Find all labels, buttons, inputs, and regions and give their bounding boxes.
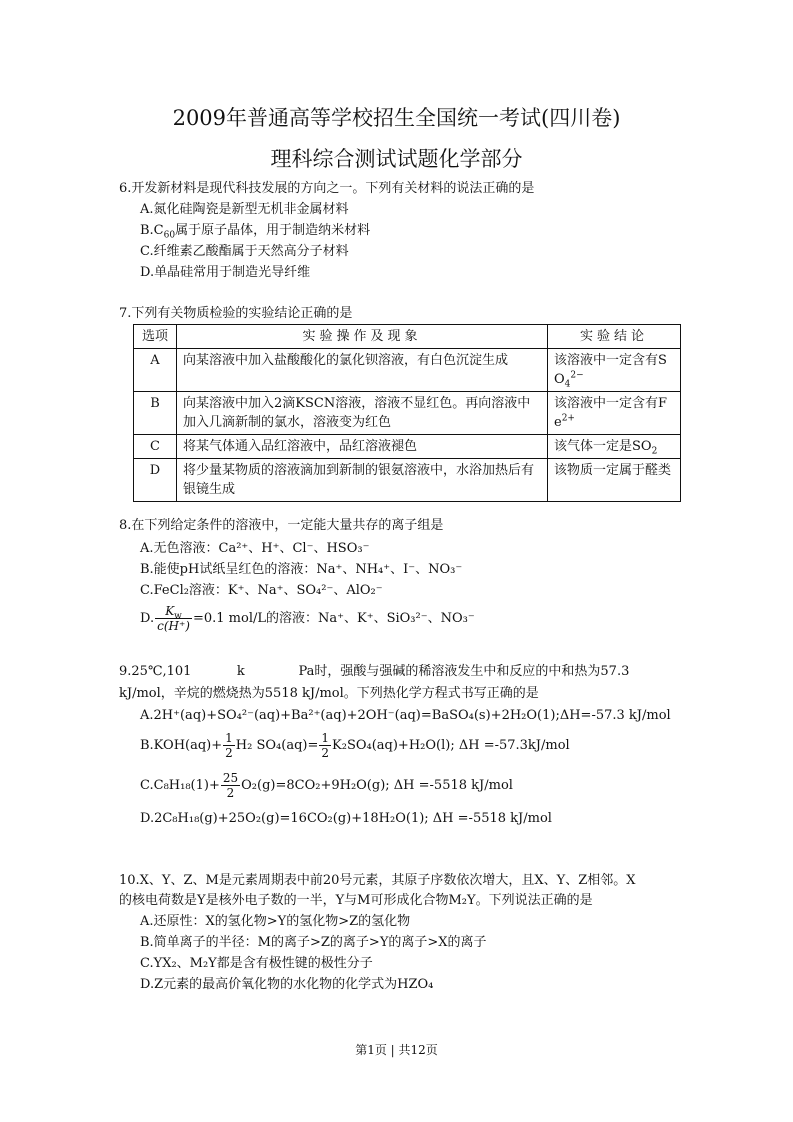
- row-conclusion: 该溶液中一定含有F $e^{2+}$: [548, 392, 681, 435]
- q10-option-d: D.Z元素的最高价氧化物的水化物的化学式为HZO₄: [140, 977, 434, 992]
- table-row: [134, 392, 681, 435]
- q6-option-d: D.单晶硅常用于制造光导纤维: [140, 265, 311, 280]
- header-conclusion: 实验结论: [548, 325, 681, 349]
- header-operation: 实验操作及现象: [177, 325, 548, 349]
- kw-fraction: $\frac{K_w}{c(H^+)}$: [157, 604, 190, 633]
- q9-option-a: A.2H⁺(aq)+SO₄²⁻(aq)+Ba²⁺(aq)+2OH⁻(aq)=BaSO₄(s)+2H₂O(1);ΔH=-57.3 kJ/mol: [140, 708, 671, 723]
- q7-stem: 7.下列有关物质检验的实验结论正确的是: [119, 306, 353, 321]
- row-option: B: [134, 392, 177, 435]
- document-subtitle: 理科综合测试试题化学部分: [270, 147, 523, 171]
- table-row: [134, 459, 681, 502]
- q10-stem-line1: 10.X、Y、Z、M是元素周期表中前20号元素，其原子序数依次增大，且X、Y、Z相邻。X: [119, 873, 636, 888]
- q6-option-c: C.纤维素乙酸酯属于天然高分子材料: [140, 244, 349, 259]
- row-option: D: [134, 459, 177, 502]
- q10-option-c: C.YX₂、M₂Y都是含有极性键的极性分子: [140, 956, 373, 971]
- row-option: A: [134, 349, 177, 392]
- page-footer: 第1页 | 共12页: [355, 1043, 438, 1057]
- document-title: 2009年普通高等学校招生全国统一考试(四川卷): [172, 106, 621, 130]
- row-operation: 将某气体通入品红溶液中，品红溶液褪色: [177, 435, 548, 459]
- q9-option-c: C.C₈H₁₈(1)+ $\frac{25}{2}$ O₂(g)=8CO₂+9H₂O(g); ΔH =-5518 kJ/mol: [140, 771, 513, 800]
- q8-option-d: D. $\frac{K_w}{c(H^+)}$ =0.1 mol/L的溶液：Na⁺、K⁺、SiO₃²⁻、NO₃⁻: [140, 604, 475, 633]
- q6-stem: 6.开发新材料是现代科技发展的方向之一。下列有关材料的说法正确的是: [119, 181, 535, 196]
- q8-option-b: B.能使pH试纸呈红色的溶液：Na⁺、NH₄⁺、I⁻、NO₃⁻: [140, 562, 463, 577]
- q9-option-d: D.2C₈H₁₈(g)+25O₂(g)=16CO₂(g)+18H₂O(1); ΔH =-5518 kJ/mol: [140, 811, 552, 826]
- q6-option-a: A.氮化硅陶瓷是新型无机非金属材料: [140, 202, 349, 217]
- table-header-row: [134, 325, 681, 349]
- row-conclusion: 该溶液中一定含有S $O_4^{2-}$: [548, 349, 681, 392]
- table-row: [134, 349, 681, 392]
- q8-option-a: A.无色溶液：Ca²⁺、H⁺、Cl⁻、HSO₃⁻: [140, 541, 370, 556]
- row-operation: 将少量某物质的溶液滴加到新制的银氨溶液中，水浴加热后有银镜生成: [177, 459, 548, 502]
- q8-stem: 8.在下列给定条件的溶液中，一定能大量共存的离子组是: [119, 518, 444, 533]
- row-operation: 向某溶液中加入2滴KSCN溶液，溶液不显红色。再向溶液中加入几滴新制的氯水，溶液变为红色: [177, 392, 548, 435]
- row-option: C: [134, 435, 177, 459]
- q10-option-a: A.还原性：X的氢化物>Y的氢化物>Z的氢化物: [140, 914, 411, 929]
- q7-table: [133, 324, 681, 502]
- q10-option-b: B.简单离子的半径：M的离子>Z的离子>Y的离子>X的离子: [140, 935, 487, 950]
- row-conclusion: 该气体一定是$SO_2$: [548, 435, 681, 459]
- q9-option-b: B.KOH(aq)+ $\frac{1}{2}$ H₂ SO₄(aq)= $\frac{1}{2}$ K₂SO₄(aq)+H₂O(l); ΔH =-57.3kJ/mol: [140, 731, 570, 760]
- table-row: [134, 435, 681, 459]
- row-operation: 向某溶液中加入盐酸酸化的氯化钡溶液，有白色沉淀生成: [177, 349, 548, 392]
- q10-stem-line2: 的核电荷数是Y是核外电子数的一半，Y与M可形成化合物M₂Y。下列说法正确的是: [119, 893, 593, 908]
- row-conclusion: 该物质一定属于醛类: [548, 459, 681, 502]
- q9-stem-line1: 9.25℃,101 k Pa时，强酸与强碱的稀溶液发生中和反应的中和热为57.3: [119, 664, 630, 679]
- q9-stem-line2: kJ/mol，辛烷的燃烧热为5518 kJ/mol。下列热化学方程式书写正确的是: [119, 686, 539, 701]
- header-option: 选项: [134, 325, 177, 349]
- q8-option-c: C.FeCl₂溶液：K⁺、Na⁺、SO₄²⁻、AlO₂⁻: [140, 583, 383, 598]
- q6-option-b: $B.C_{60}$属于原子晶体，用于制造纳米材料: [140, 223, 371, 241]
